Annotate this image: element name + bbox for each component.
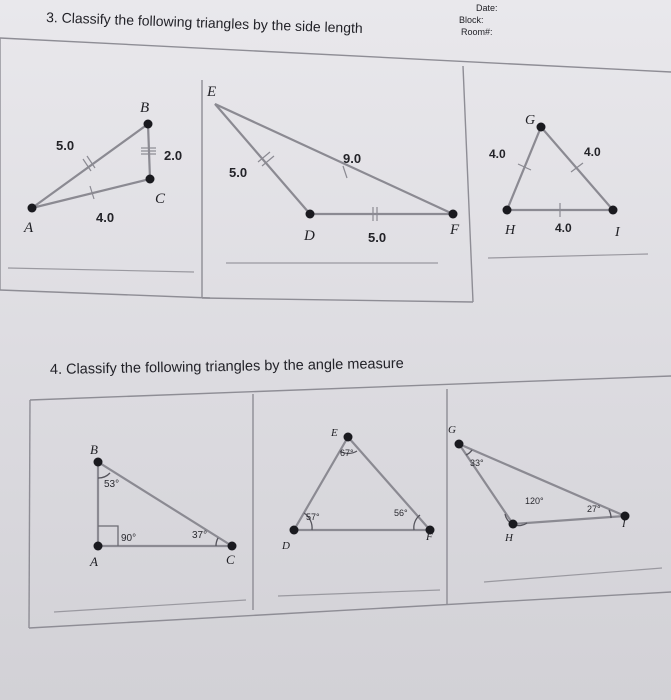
vertex-label: H <box>505 532 513 544</box>
side-length-label: 4.0 <box>584 145 601 159</box>
vertex-label: C <box>226 552 235 567</box>
side-length-label: 9.0 <box>343 151 362 166</box>
frame-left-line <box>29 400 30 628</box>
frame-bottom-left <box>0 290 210 298</box>
angle-arc <box>216 538 218 546</box>
triangle-abc-sides <box>23 100 182 236</box>
date-label: Date: <box>476 3 498 13</box>
vertex-label: I <box>615 225 620 240</box>
frame-top-line <box>0 38 671 72</box>
vertex-point <box>146 175 155 184</box>
vertex-point <box>306 210 315 219</box>
side-length-label: 4.0 <box>489 147 506 161</box>
section3-title: 3. Classify the following triangles by the side length <box>45 9 363 37</box>
vertex-label: B <box>140 100 150 116</box>
vertex-point <box>344 433 353 442</box>
vertex-point <box>94 458 103 467</box>
answer-line <box>54 600 246 612</box>
vertex-point <box>144 120 153 129</box>
vertex-label: G <box>525 113 536 128</box>
angle-measure-label: 53° <box>104 479 120 490</box>
side-length-label: 4.0 <box>555 221 572 235</box>
angle-measure-label: 67° <box>340 448 354 458</box>
block-label: Block: <box>459 15 484 25</box>
side-length-label: 4.0 <box>96 210 115 225</box>
vertex-point <box>28 204 37 213</box>
vertex-point <box>609 206 618 215</box>
side-length-label: 5.0 <box>56 138 75 153</box>
vertex-point <box>290 526 299 535</box>
vertex-point <box>537 123 546 132</box>
triangle-abc-shape <box>32 124 150 208</box>
vertex-label: F <box>450 222 460 238</box>
vertex-label: B <box>90 442 98 457</box>
header <box>459 3 498 37</box>
side-length-label: 2.0 <box>164 148 183 163</box>
angle-measure-label: 57° <box>306 512 320 522</box>
vertex-label: G <box>448 424 456 436</box>
triangle-ghi-sides <box>489 113 621 240</box>
frame-bottom-line <box>29 592 671 628</box>
angle-arc <box>466 450 472 455</box>
vertex-label: A <box>90 554 98 569</box>
triangle-bac-angles <box>89 442 237 569</box>
vertex-label: H <box>505 223 516 238</box>
section4-frame <box>29 376 671 628</box>
answer-line <box>278 590 440 596</box>
frame-divider-2 <box>463 66 473 302</box>
angle-measure-label: 90° <box>121 533 137 544</box>
answer-line <box>488 254 648 258</box>
vertex-label: E <box>331 427 338 439</box>
triangle-edf-shape <box>215 104 453 214</box>
vertex-point <box>449 210 458 219</box>
side-length-label: 5.0 <box>229 165 248 180</box>
triangle-edf-sides <box>206 84 460 245</box>
vertex-label: A <box>24 220 34 236</box>
frame-top-line <box>30 376 671 400</box>
angle-measure-label: 120° <box>525 496 544 506</box>
angle-measure-label: 33° <box>470 458 484 468</box>
vertex-label: C <box>155 191 166 207</box>
section4-title: 4. Classify the following triangles by the angle measure <box>49 355 404 378</box>
vertex-label: D <box>282 540 290 552</box>
vertex-label: I <box>622 518 626 530</box>
angle-arc <box>98 473 110 478</box>
vertex-point <box>509 520 518 529</box>
room-label: Room#: <box>461 27 493 37</box>
vertex-point <box>228 542 237 551</box>
frame-bottom-middle <box>202 298 473 302</box>
vertex-point <box>455 440 464 449</box>
vertex-label: E <box>207 84 217 100</box>
triangle-edf-angles <box>281 427 435 552</box>
vertex-point <box>503 206 512 215</box>
angle-measure-label: 37° <box>192 530 208 541</box>
triangle-ghi-shape <box>507 127 613 210</box>
triangle-ghi-angles <box>448 424 630 544</box>
vertex-label: F <box>426 531 433 543</box>
answer-line <box>484 568 662 582</box>
side-length-label: 5.0 <box>368 230 387 245</box>
tick-mark <box>343 166 347 178</box>
angle-measure-label: 56° <box>394 508 408 518</box>
angle-measure-label: 27° <box>587 504 601 514</box>
answer-line <box>8 268 194 272</box>
vertex-label: D <box>304 228 315 244</box>
vertex-point <box>94 542 103 551</box>
